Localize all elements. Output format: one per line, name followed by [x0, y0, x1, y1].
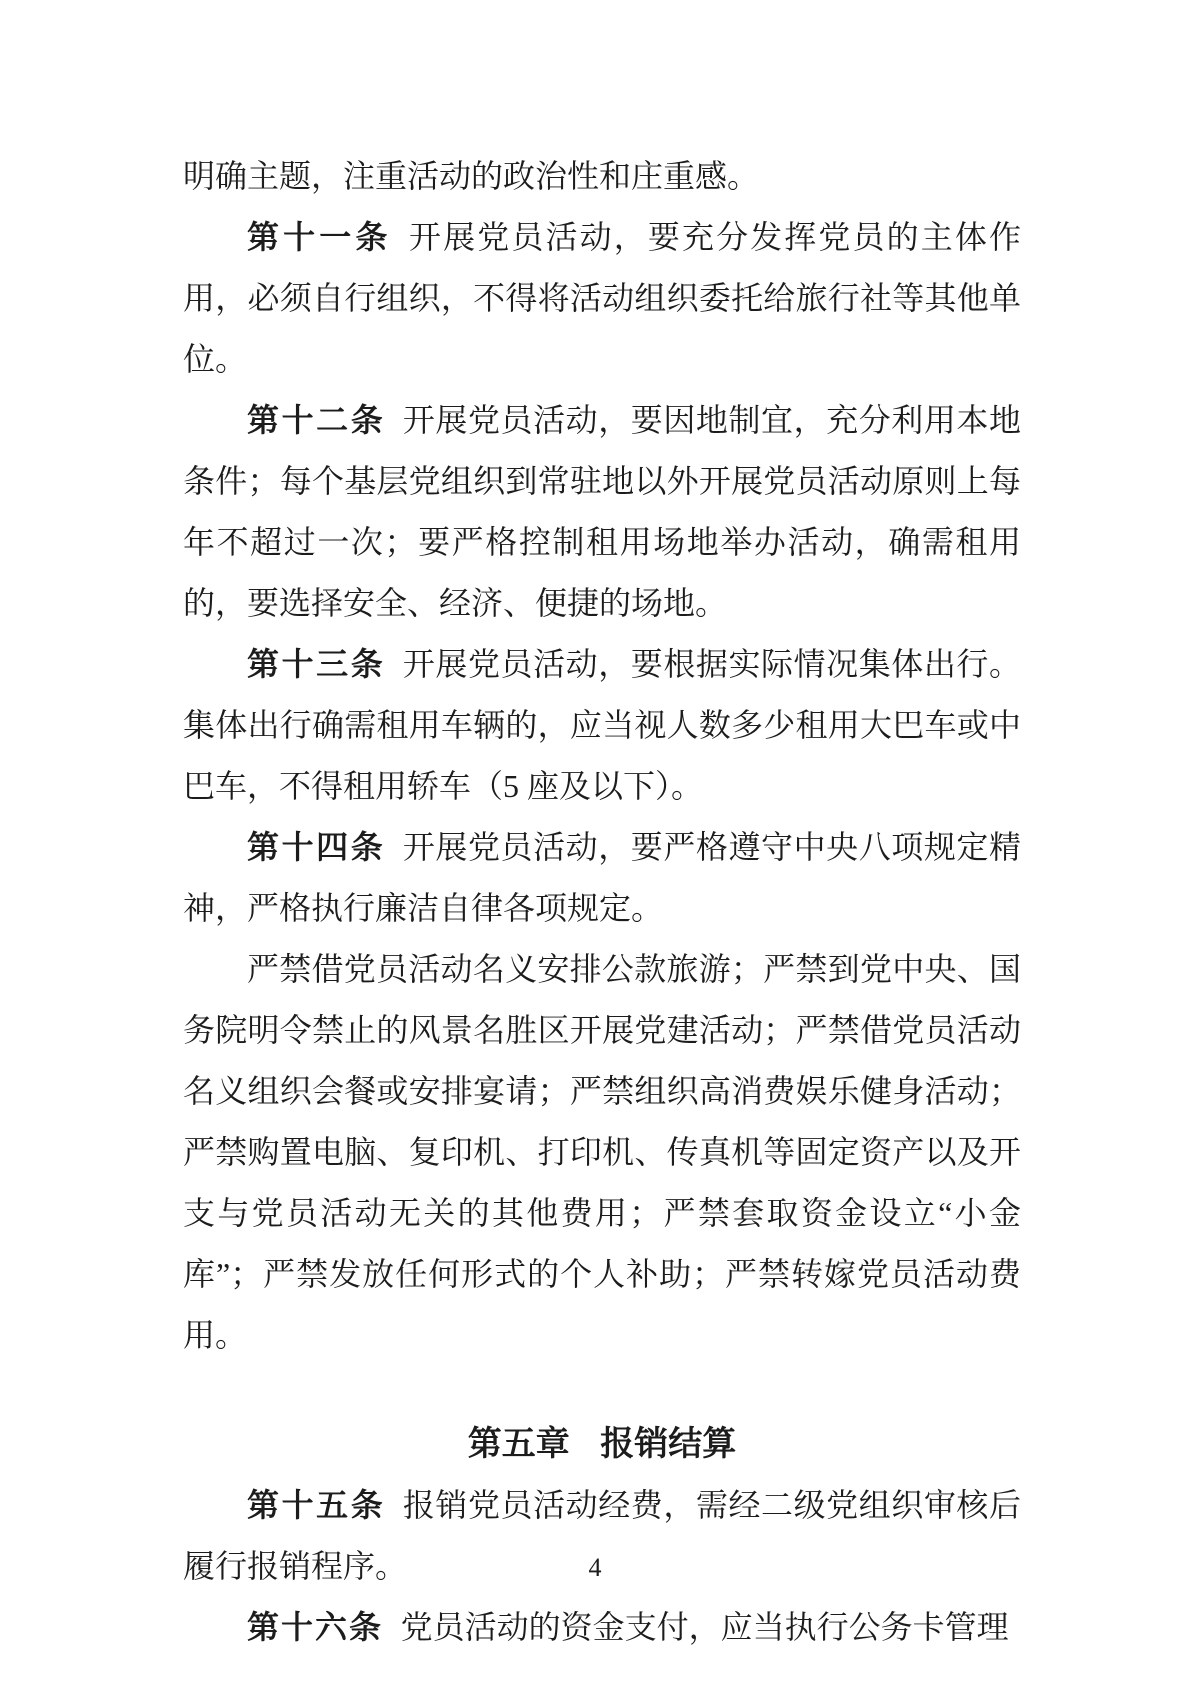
paragraph: [183, 939, 1021, 1366]
article-text: 开展党员活动，要充分发挥党员的主体作用，必须自行组织，不得将活动组织委托给旅行社等其他单位。: [183, 219, 1021, 377]
article-paragraph: [183, 390, 1021, 634]
article-label: 第十三条: [247, 646, 386, 682]
article-text: 党员活动的资金支付，应当执行公务卡管理: [400, 1609, 1009, 1645]
article-paragraph: [183, 817, 1021, 939]
paragraph-continuation: [183, 146, 1021, 207]
paragraph-text: 明确主题，注重活动的政治性和庄重感。: [183, 158, 760, 194]
article-paragraph: [183, 634, 1021, 817]
article-text: 开展党员活动，要根据实际情况集体出行。集体出行确需租用车辆的，应当视人数多少租用大巴车或中巴车，不得租用轿车（5 座及以下）。: [183, 646, 1021, 804]
article-label: 第十六条: [247, 1609, 384, 1645]
chapter-heading: [183, 1414, 1021, 1475]
article-paragraph: [183, 1597, 1021, 1658]
chapter-number: 第五章: [467, 1425, 570, 1463]
article-label: 第十五条: [247, 1487, 386, 1523]
article-text: 开展党员活动，要因地制宜，充分利用本地条件；每个基层党组织到常驻地以外开展党员活动原则上每年不超过一次；要严格控制租用场地举办活动，确需租用的，要选择安全、经济、便捷的场地。: [183, 402, 1021, 621]
chapter-title: 报销结算: [600, 1425, 737, 1463]
paragraph-text: 严禁借党员活动名义安排公款旅游；严禁到党中央、国务院明令禁止的风景名胜区开展党建活动；严禁借党员活动名义组织会餐或安排宴请；严禁组织高消费娱乐健身活动；严禁购置电脑、复印机、打印机、传真机等固定资产以及开支与党员活动无关的其他费用；严禁套取资金设立“小金库”；严禁发放任何形式的个人补助；严禁转嫁党员活动费用。: [183, 951, 1021, 1353]
page-number: 4: [588, 1553, 602, 1582]
article-paragraph: [183, 207, 1021, 390]
body-text: [183, 146, 1021, 1658]
article-label: 第十二条: [247, 402, 386, 438]
article-label: 第十一条: [247, 219, 392, 255]
article-text: 报销党员活动经费，需经二级党组织审核后履行报销程序。: [183, 1487, 1021, 1584]
article-label: 第十四条: [247, 829, 386, 865]
article-text: 开展党员活动，要严格遵守中央八项规定精神，严格执行廉洁自律各项规定。: [183, 829, 1021, 926]
